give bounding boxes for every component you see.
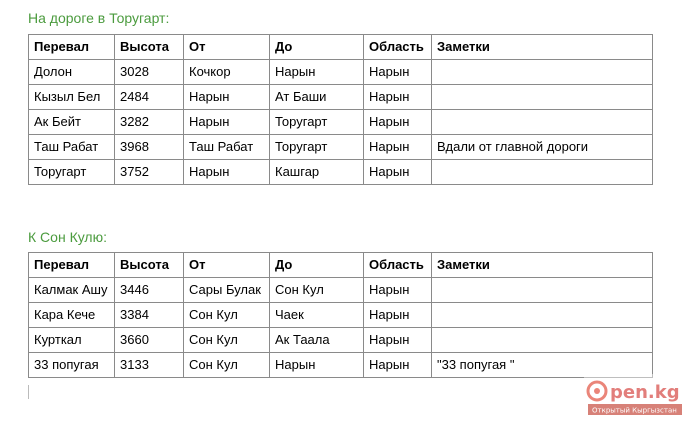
table-cell: Сон Кул — [270, 278, 364, 303]
column-header: Высота — [115, 35, 184, 60]
table-cell: 3384 — [115, 303, 184, 328]
table-cell: Нарын — [364, 160, 432, 185]
table-cell: Нарын — [184, 110, 270, 135]
table-row — [29, 353, 653, 378]
table-cell: Кочкор — [184, 60, 270, 85]
table-cell: 3968 — [115, 135, 184, 160]
table-row — [29, 135, 653, 160]
table-cell: Чаек — [270, 303, 364, 328]
table-cell: Кашгар — [270, 160, 364, 185]
column-header: Область — [364, 253, 432, 278]
table-cell: Нарын — [364, 328, 432, 353]
table-cell — [432, 303, 653, 328]
text-cursor-line — [28, 385, 29, 399]
table-cell: Нарын — [364, 135, 432, 160]
table-cell: 3282 — [115, 110, 184, 135]
table-row — [29, 328, 653, 353]
column-header: Перевал — [29, 35, 115, 60]
table-cell — [432, 60, 653, 85]
table-cell: Нарын — [364, 278, 432, 303]
table-cell: Сон Кул — [184, 328, 270, 353]
table-row — [29, 60, 653, 85]
table-cell — [432, 160, 653, 185]
table-row — [29, 85, 653, 110]
table-cell: Ат Баши — [270, 85, 364, 110]
table-cell: Нарын — [364, 110, 432, 135]
table-cell: Нарын — [184, 85, 270, 110]
table-row — [29, 278, 653, 303]
table-row — [29, 160, 653, 185]
table-cell: Ак Таала — [270, 328, 364, 353]
table-cell: Кара Кече — [29, 303, 115, 328]
table-cell: 3133 — [115, 353, 184, 378]
column-header: Заметки — [432, 35, 653, 60]
table-cell: 3752 — [115, 160, 184, 185]
table-cell — [432, 110, 653, 135]
table-cell: Сон Кул — [184, 353, 270, 378]
table-cell: 33 попугая — [29, 353, 115, 378]
table-cell: Торугарт — [270, 135, 364, 160]
table-row — [29, 110, 653, 135]
passes-table-torugart — [28, 34, 653, 185]
section-heading-son-kul: К Сон Кулю: — [28, 229, 107, 245]
table-cell: Торугарт — [270, 110, 364, 135]
table-cell: Нарын — [270, 60, 364, 85]
table-cell: Ак Бейт — [29, 110, 115, 135]
column-header: До — [270, 253, 364, 278]
table-cell: "33 попугая " — [432, 353, 653, 378]
table-cell: 3660 — [115, 328, 184, 353]
table-cell: Калмак Ашу — [29, 278, 115, 303]
table-cell: Таш Рабат — [29, 135, 115, 160]
passes-table-son-kul — [28, 252, 653, 378]
table-cell: Вдали от главной дороги — [432, 135, 653, 160]
column-header: Высота — [115, 253, 184, 278]
table-cell: Долон — [29, 60, 115, 85]
watermark — [584, 374, 690, 422]
table-cell: Нарын — [364, 353, 432, 378]
watermark-brand: pen.kg — [610, 382, 680, 403]
column-header: Заметки — [432, 253, 653, 278]
table-cell: Таш Рабат — [184, 135, 270, 160]
table-cell: Нарын — [184, 160, 270, 185]
table-cell: 2484 — [115, 85, 184, 110]
column-header: От — [184, 253, 270, 278]
table-row — [29, 303, 653, 328]
table-cell: 3028 — [115, 60, 184, 85]
column-header: Область — [364, 35, 432, 60]
table-cell: Нарын — [364, 85, 432, 110]
table-cell: Нарын — [364, 60, 432, 85]
table-cell: Торугарт — [29, 160, 115, 185]
table-cell: Курткал — [29, 328, 115, 353]
watermark-tagline: Открытый Кыргызстан — [592, 406, 677, 415]
open-kg-logo — [584, 374, 690, 422]
table-header-row — [29, 35, 653, 60]
column-header: Перевал — [29, 253, 115, 278]
section-heading-torugart: На дороге в Торугарт: — [28, 10, 170, 26]
table-cell — [432, 328, 653, 353]
table-cell: Нарын — [270, 353, 364, 378]
table-cell: Сары Булак — [184, 278, 270, 303]
table-cell — [432, 85, 653, 110]
table-cell — [432, 278, 653, 303]
table-cell: Кызыл Бел — [29, 85, 115, 110]
table-cell: 3446 — [115, 278, 184, 303]
table-cell: Нарын — [364, 303, 432, 328]
column-header: От — [184, 35, 270, 60]
table-cell: Сон Кул — [184, 303, 270, 328]
column-header: До — [270, 35, 364, 60]
table-header-row — [29, 253, 653, 278]
